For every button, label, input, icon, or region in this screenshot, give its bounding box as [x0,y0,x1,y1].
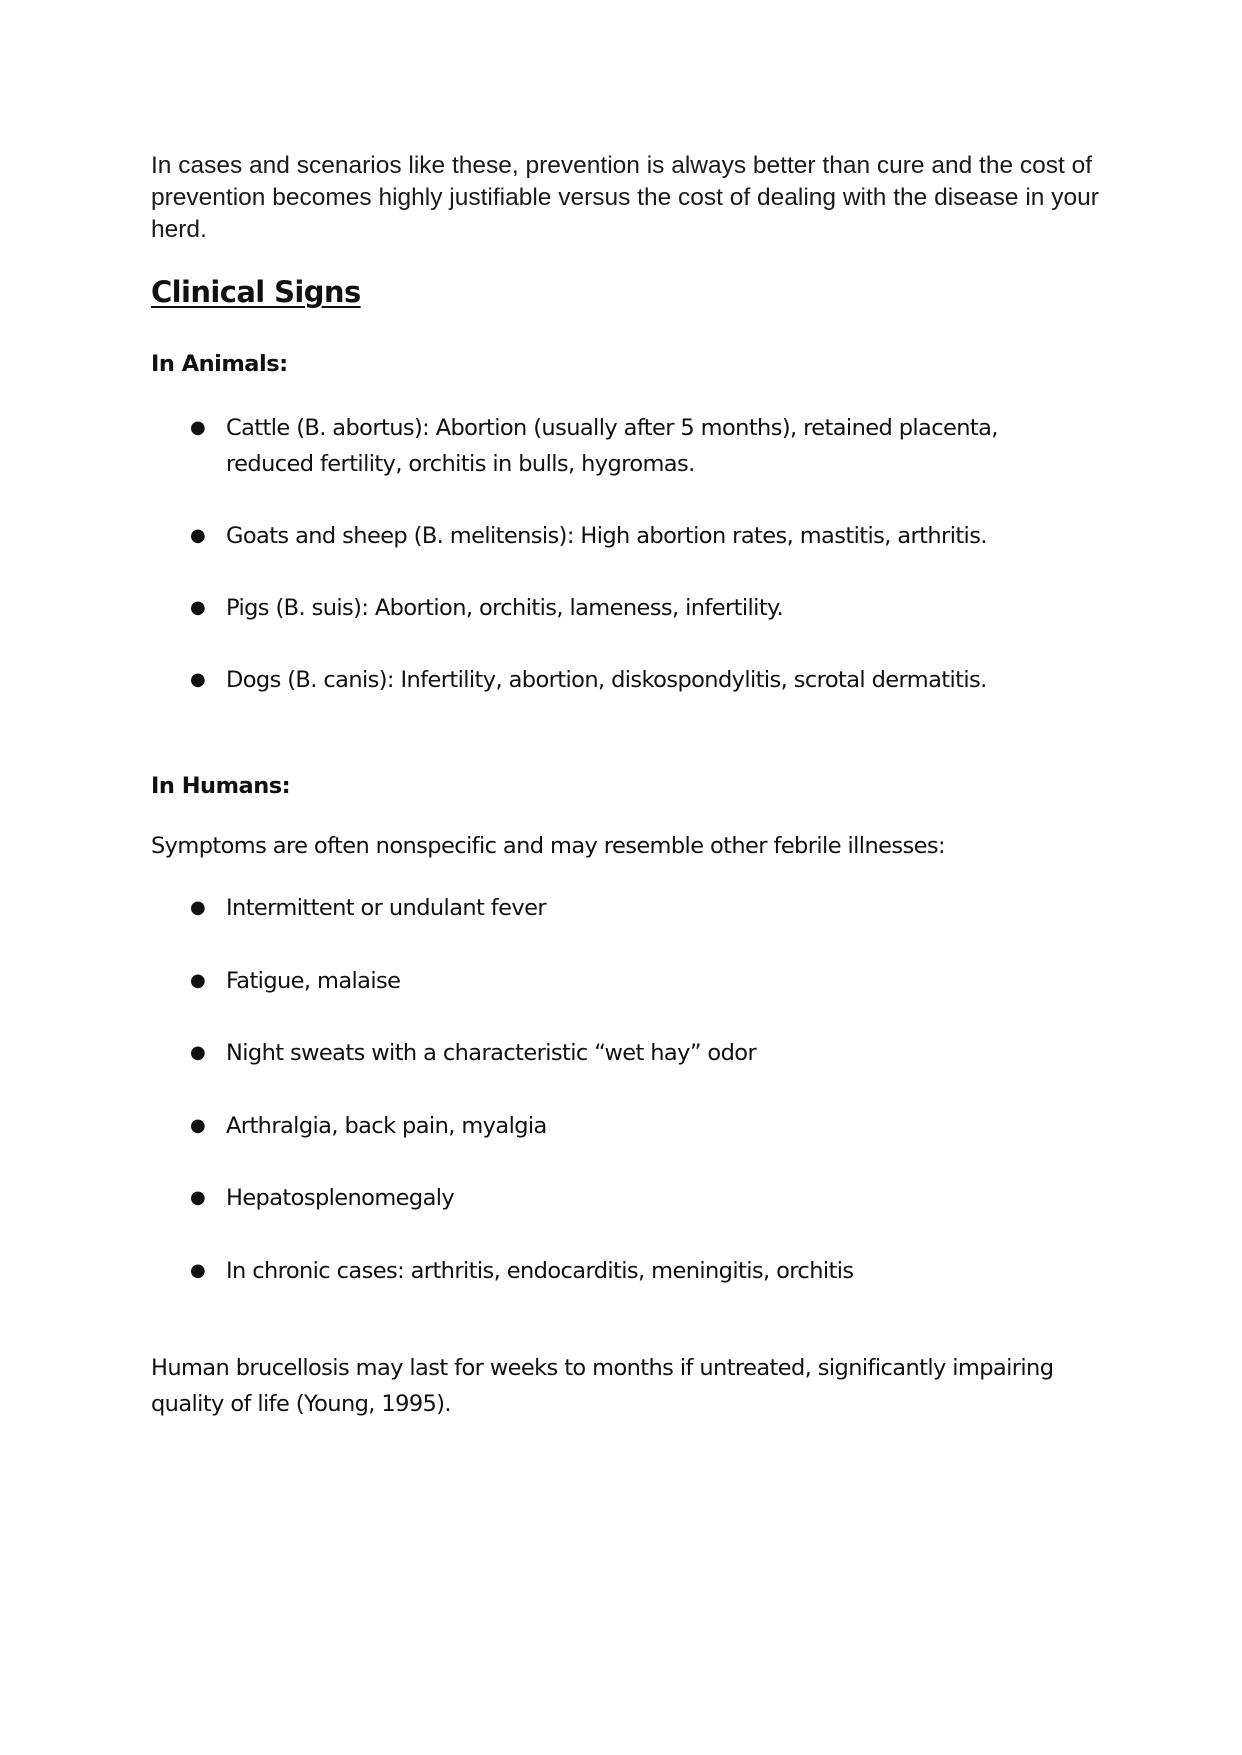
list-item-text: Fatigue, malaise [226,968,401,994]
bullet-icon: ● [190,970,206,991]
closing-paragraph: Human brucellosis may last for weeks to months if untreated, significantly impairing quality of life (Young, 1995). [151,1355,1054,1417]
bullet-icon: ● [190,669,206,690]
intro-paragraph: In cases and scenarios like these, prevention is always better than cure and the cost of prevention becomes highly justifiable versus the cost of dealing with the disease in your herd. [151,152,1099,243]
list-item-text: Night sweats with a characteristic “wet hay” odor [226,1040,757,1066]
bullet-icon: ● [190,417,206,438]
list-item-text: In chronic cases: arthritis, endocarditis, meningitis, orchitis [226,1258,854,1284]
section-heading: Clinical Signs [151,275,361,309]
list-item-text: Dogs (B. canis): Infertility, abortion, diskospondylitis, scrotal dermatitis. [226,667,987,693]
bullet-icon: ● [190,1042,206,1063]
bullet-icon: ● [190,897,206,918]
list-item-text: Goats and sheep (B. melitensis): High abortion rates, mastitis, arthritis. [226,523,987,549]
humans-subheading: In Humans: [151,773,291,799]
bullet-icon: ● [190,597,206,618]
list-item-text: Hepatosplenomegaly [226,1185,455,1211]
bullet-icon: ● [190,1187,206,1208]
list-item-text: Cattle (B. abortus): Abortion (usually after 5 months), retained placenta, reduced fertility, orchitis in bulls, hygromas. [226,415,998,477]
bullet-icon: ● [190,1260,206,1281]
animals-subheading: In Animals: [151,351,288,377]
list-item-text: Pigs (B. suis): Abortion, orchitis, lameness, infertility. [226,595,784,621]
list-item-text: Arthralgia, back pain, myalgia [226,1113,547,1139]
bullet-icon: ● [190,525,206,546]
humans-lead-paragraph: Symptoms are often nonspecific and may resemble other febrile illnesses: [151,833,945,859]
bullet-icon: ● [190,1115,206,1136]
list-item-text: Intermittent or undulant fever [226,895,546,921]
